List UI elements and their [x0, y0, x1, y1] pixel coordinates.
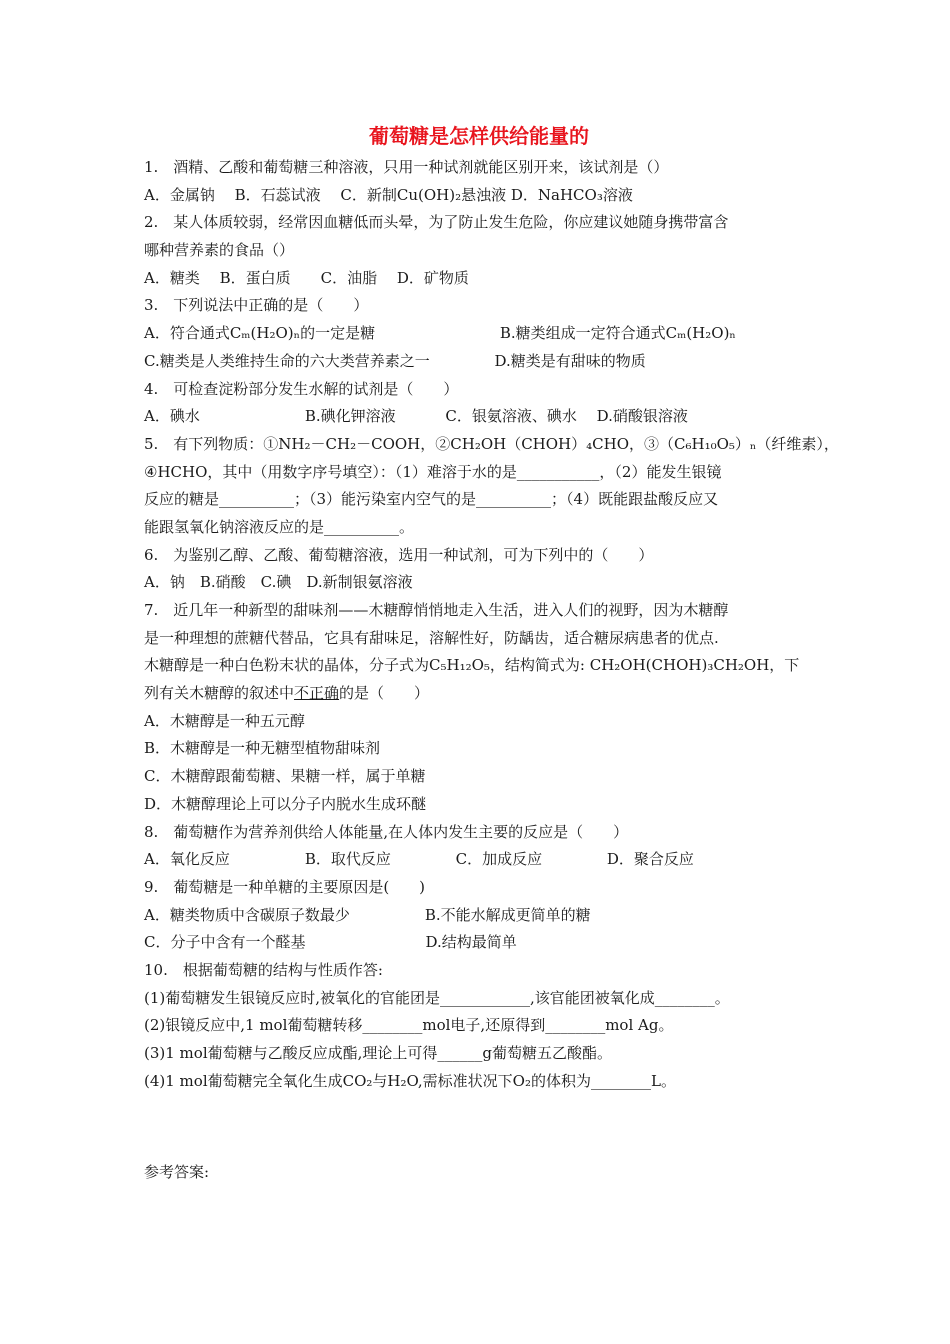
- q1-options: A．金属钠 B．石蕊试液 C．新制Cu(OH)₂悬浊液 D．NaHCO₃溶液: [144, 185, 633, 204]
- spacer: [144, 1095, 814, 1159]
- q7-stem-cont-3: 列有关木糖醇的叙述中不正确的是（ ）: [144, 684, 430, 703]
- q5-stem-cont-2: 反应的糖是__________；（3）能污染室内空气的是__________；（4）既能跟盐酸反应又: [144, 490, 719, 509]
- q5-stem: 5. 有下列物质：①NH₂－CH₂－COOH，②CH₂OH（CHOH）₄CHO，③（C₆H₁₀O₅）ₙ（纤维素），: [144, 434, 839, 453]
- q10-part-3: (3)1 mol葡萄糖与乙酸反应成酯,理论上可得______g葡萄糖五乙酸酯。: [144, 1044, 612, 1062]
- q4-stem: 4. 可检查淀粉部分发生水解的试剂是（ ）: [144, 379, 459, 398]
- q9-stem: 9. 葡萄糖是一种单糖的主要原因是( ): [144, 877, 426, 896]
- q3-stem: 3. 下列说法中正确的是（ ）: [144, 296, 369, 315]
- q7-option-b: B．木糖醇是一种无糖型植物甜味剂: [144, 739, 381, 758]
- q2-stem-cont: 哪种营养素的食品（）: [144, 241, 295, 260]
- q2-stem: 2. 某人体质较弱，经常因血糖低而头晕，为了防止发生危险，你应建议她随身携带富含: [144, 213, 729, 232]
- q5-stem-cont-1: ④HCHO，其中（用数字序号填空）：（1）难溶于水的是___________，（2）能发生银镜: [144, 462, 722, 481]
- q7-stem-cont-2: 木糖醇是一种白色粉末状的晶体，分子式为C₅H₁₂O₅，结构简式为: CH₂OH(CHOH)₃CH₂OH，下: [144, 656, 800, 675]
- q9-options-ab: A．糖类物质中含碳原子数最少 B.不能水解成更简单的糖: [144, 905, 591, 924]
- q7-stem-cont-1: 是一种理想的蔗糖代替品，它具有甜味足，溶解性好，防龋齿，适合糖尿病患者的优点.: [144, 628, 719, 647]
- q4-options: A．碘水 B.碘化钾溶液 C．银氨溶液、碘水 D.硝酸银溶液: [144, 407, 688, 426]
- q2-options: A．糖类 B．蛋白质 C．油脂 D．矿物质: [144, 268, 469, 287]
- document-page: [144, 118, 839, 1187]
- q8-stem: 8. 葡萄糖作为营养剂供给人体能量,在人体内发生主要的反应是（ ）: [144, 822, 629, 841]
- q10-stem: 10. 根据葡萄糖的结构与性质作答:: [144, 960, 383, 979]
- answer-label: 参考答案:: [144, 1163, 210, 1182]
- q3-options-cd: C.糖类是人类维持生命的六大类营养素之一 D.糖类是有甜味的物质: [144, 351, 646, 370]
- q1-stem: 1. 酒精、乙酸和葡萄糖三种溶液，只用一种试剂就能区别开来，该试剂是（）: [144, 158, 669, 176]
- q6-stem: 6. 为鉴别乙醇、乙酸、葡萄糖溶液，选用一种试剂，可为下列中的（ ）: [144, 545, 654, 564]
- q10-part-4: (4)1 mol葡萄糖完全氧化生成CO₂与H₂O,需标准状况下O₂的体积为________L。: [144, 1071, 676, 1090]
- q6-options: A．钠 B.硝酸 C.碘 D.新制银氨溶液: [144, 573, 413, 592]
- q7-option-d: D．木糖醇理论上可以分子内脱水生成环醚: [144, 794, 427, 813]
- q7-option-c: C．木糖醇跟葡萄糖、果糖一样，属于单糖: [144, 767, 426, 786]
- q7-option-a: A．木糖醇是一种五元醇: [144, 711, 305, 730]
- q8-options: A．氧化反应 B．取代反应 C．加成反应 D．聚合反应: [144, 850, 694, 869]
- q10-part-2: (2)银镜反应中,1 mol葡萄糖转移________mol电子,还原得到________mol Ag。: [144, 1016, 674, 1035]
- q10-part-1: (1)葡萄糖发生银镜反应时,被氧化的官能团是____________,该官能团被氧化成________。: [144, 988, 730, 1007]
- q5-stem-cont-3: 能跟氢氧化钠溶液反应的是__________。: [144, 517, 415, 536]
- q9-options-cd: C．分子中含有一个醛基 D.结构最简单: [144, 933, 517, 952]
- q7-stem: 7. 近几年一种新型的甜味剂——木糖醇悄悄地走入生活，进入人们的视野，因为木糖醇: [144, 601, 729, 619]
- document-title: 葡萄糖是怎样供给能量的: [369, 124, 589, 148]
- q3-options-ab: A．符合通式Cₘ(H₂O)ₙ的一定是糖 B.糖类组成一定符合通式Cₘ(H₂O)ₙ: [144, 324, 736, 343]
- question-list: [144, 154, 839, 1095]
